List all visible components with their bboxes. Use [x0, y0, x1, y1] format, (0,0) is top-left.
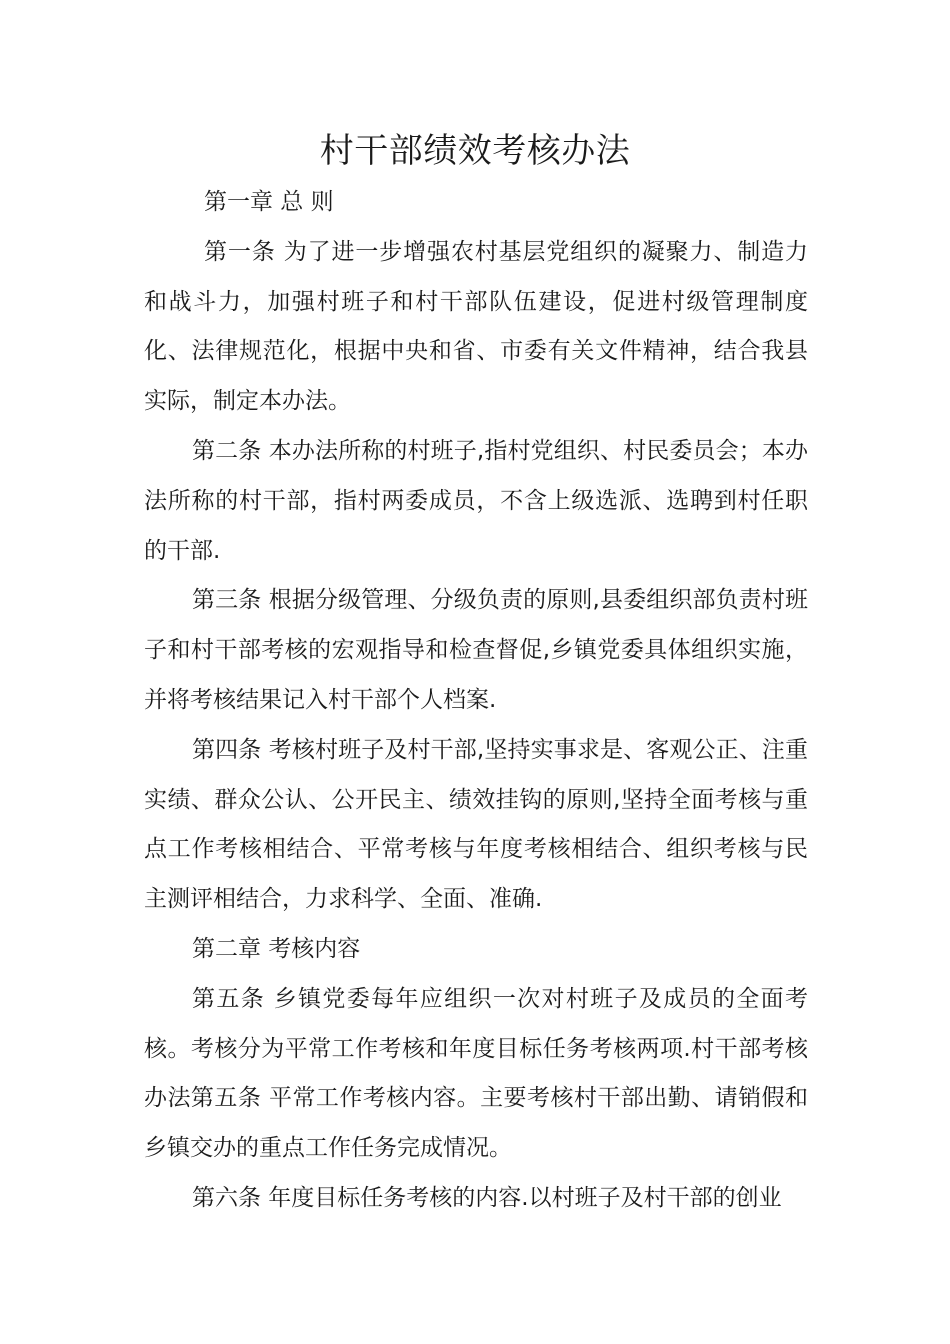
article-paragraph: 第一条 为了进一步增强农村基层党组织的凝聚力、制造力和战斗力，加强村班子和村干部队伍建设，促进村级管理制度化、法律规范化，根据中央和省、市委有关文件精神，结合我县实际，制定本办法。 — [144, 238, 808, 415]
document-title: 村干部绩效考核办法 — [319, 131, 631, 171]
article-paragraph: 第三条 根据分级管理、分级负责的原则,县委组织部负责村班子和村干部考核的宏观指导和检查督促,乡镇党委具体组织实施，并将考核结果记入村干部个人档案. — [144, 587, 808, 713]
article-paragraph: 第四条 考核村班子及村干部,坚持实事求是、客观公正、注重实绩、群众公认、公开民主、绩效挂钩的原则,坚持全面考核与重点工作考核相结合、平常考核与年度考核相结合、组织考核与民主测评相结合，力求科学、全面、准确. — [144, 736, 808, 913]
document-body — [144, 178, 808, 1224]
article-paragraph: 第二条 本办法所称的村班子,指村党组织、村民委员会；本办法所称的村干部，指村两委成员，不含上级选派、选聘到村任职的干部. — [144, 437, 808, 564]
chapter-heading: 第一章 总 则 — [204, 189, 334, 215]
article-paragraph: 第六条 年度目标任务考核的内容.以村班子及村干部的创业 — [192, 1184, 782, 1211]
article-paragraph: 第五条 乡镇党委每年应组织一次对村班子及成员的全面考核。考核分为平常工作考核和年度目标任务考核两项.村干部考核办法第五条 平常工作考核内容。主要考核村干部出勤、请销假和乡镇交办的重点工作任务完成情况。 — [144, 985, 808, 1162]
chapter-heading: 第二章 考核内容 — [192, 935, 361, 962]
